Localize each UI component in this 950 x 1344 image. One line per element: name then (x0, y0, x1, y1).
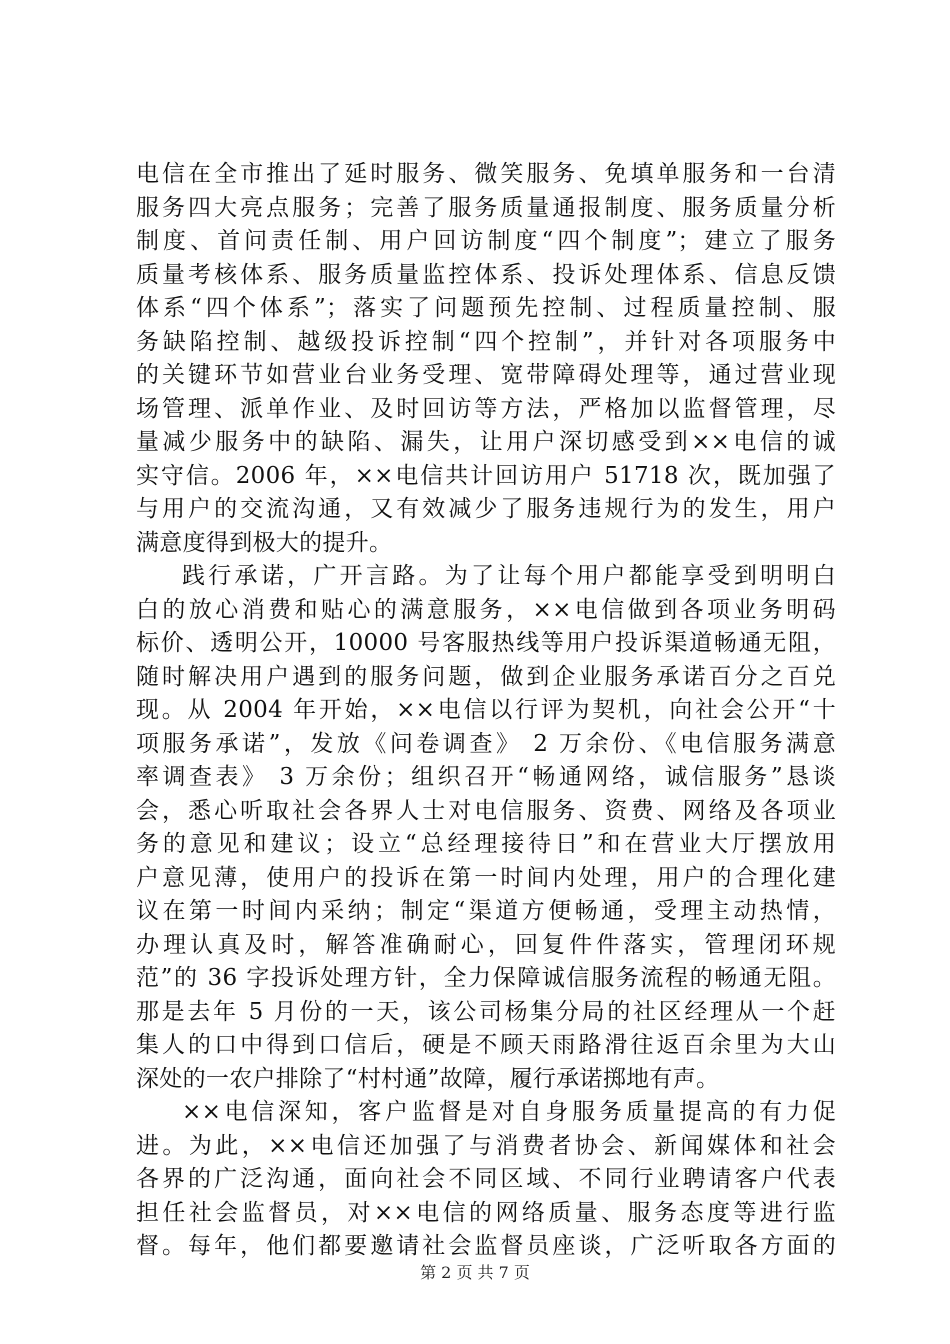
text-line: 议在第一时间内采纳；制定“渠道方便畅通，受理主动热情， (136, 898, 836, 924)
paragraph-first-line: ××电信深知，客户监督是对自身服务质量提高的有力促 (182, 1099, 836, 1125)
text-line: 范”的 36 字投诉处理方针，全力保障诚信服务流程的畅通无阻。 (136, 965, 836, 991)
paragraph-first-line: 践行承诺，广开言路。为了让每个用户都能享受到明明白 (182, 563, 836, 589)
text-line: 项服务承诺”，发放《问卷调查》 2 万余份、《电信服务满意 (136, 730, 836, 757)
text-line: 户意见薄，使用户的投诉在第一时间内处理，用户的合理化建 (136, 864, 836, 891)
text-line: 担任社会监督员，对××电信的网络质量、服务态度等进行监 (136, 1199, 836, 1226)
text-line: 服务四大亮点服务；完善了服务质量通报制度、服务质量分析 (136, 194, 836, 221)
text-line: 的关键环节如营业台业务受理、宽带障碍处理等，通过营业现 (136, 362, 836, 388)
text-line: 白的放心消费和贴心的满意服务，××电信做到各项业务明码 (136, 596, 836, 623)
text-line: 场管理、派单作业、及时回访等方法，严格加以监督管理，尽 (136, 395, 836, 422)
text-line: 务的意见和建议；设立“总经理接待日”和在营业大厅摆放用 (136, 831, 836, 857)
text-line: 体系“四个体系”；落实了问题预先控制、过程质量控制、服 (136, 295, 836, 321)
text-line: 标价、透明公开，10000 号客服热线等用户投诉渠道畅通无阻， (136, 630, 836, 656)
page-number-footer: 第 2 页 共 7 页 (420, 1263, 530, 1282)
text-line: 随时解决用户遇到的服务问题，做到企业服务承诺百分之百兑 (136, 663, 836, 690)
text-line: 务缺陷控制、越级投诉控制“四个控制”，并针对各项服务中 (136, 328, 836, 355)
text-line: 督。每年，他们都要邀请社会监督员座谈，广泛听取各方面的 (136, 1233, 836, 1259)
text-line: 与用户的交流沟通，又有效减少了服务违规行为的发生，用户 (136, 496, 836, 522)
body-text (136, 158, 836, 1264)
text-line: 电信在全市推出了延时服务、微笑服务、免填单服务和一台清 (136, 161, 836, 187)
text-line: 量减少服务中的缺陷、漏失，让用户深切感受到××电信的诚 (136, 429, 836, 455)
text-line: 各界的广泛沟通，面向社会不同区域、不同行业聘请客户代表 (136, 1166, 836, 1192)
text-line: 那是去年 5 月份的一天，该公司杨集分局的社区经理从一个赶 (136, 998, 836, 1025)
text-line: 深处的一农户排除了“村村通”故障，履行承诺掷地有声。 (136, 1065, 720, 1092)
text-line: 率调查表》 3 万余份；组织召开“畅通网络，诚信服务”恳谈 (136, 764, 836, 790)
text-line: 质量考核体系、服务质量监控体系、投诉处理体系、信息反馈 (136, 261, 836, 288)
text-line: 进。为此，××电信还加强了与消费者协会、新闻媒体和社会 (136, 1132, 836, 1159)
text-line: 制度、首问责任制、用户回访制度“四个制度”；建立了服务 (136, 228, 836, 254)
text-line: 现。从 2004 年开始，××电信以行评为契机，向社会公开“十 (136, 697, 836, 723)
text-line: 满意度得到极大的提升。 (136, 529, 393, 556)
text-line: 办理认真及时，解答准确耐心，回复件件落实，管理闭环规 (136, 931, 836, 958)
text-line: 实守信。2006 年，××电信共计回访用户 51718 次，既加强了 (136, 462, 836, 489)
text-line: 集人的口中得到口信后，硬是不顾天雨路滑往返百余里为大山 (136, 1032, 836, 1058)
text-line: 会，悉心听取社会各界人士对电信服务、资费、网络及各项业 (136, 797, 836, 824)
